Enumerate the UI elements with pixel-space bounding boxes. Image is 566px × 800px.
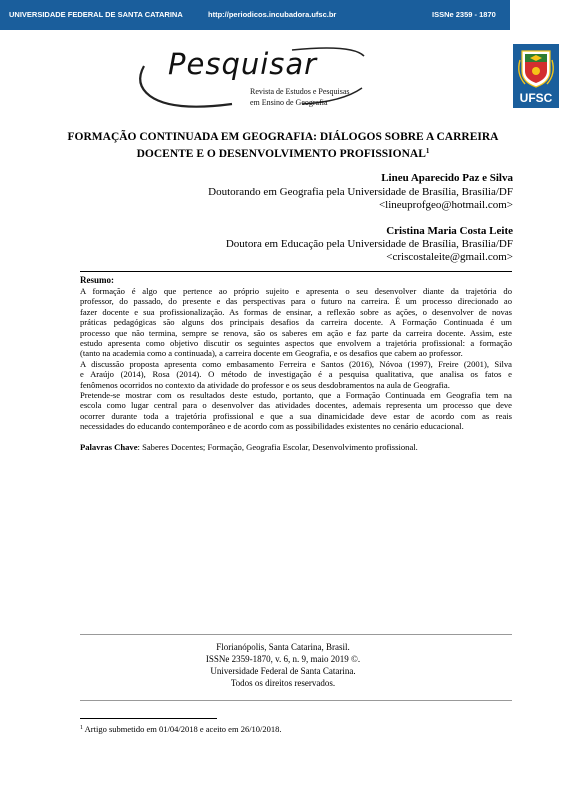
footer-rights: Todos os direitos reservados. (230, 678, 336, 688)
abstract-line: necessidades do educando contemporâneo e de acordo com as possibilidades existentes no cenário educacional. (80, 421, 464, 432)
abstract-line: práticas pedagógicas são alguns dos principais desafios da carreira docente. A Formação Continuada é um (80, 317, 512, 328)
paper-title-line1: FORMAÇÃO CONTINUADA EM GEOGRAFIA: DIÁLOGOS SOBRE A CARREIRA (67, 131, 499, 143)
abstract-line: professor, do passado, do presente e das perspectivas para o futuro na carreira. É um processo direcionado ao (80, 296, 512, 307)
abstract-line: A formação é algo que pertence ao próprio sujeito e apresenta o seu desenvolver diante da trajetória do (80, 286, 512, 296)
journal-header-bar (0, 0, 510, 30)
footer-issn: ISSNe 2359-1870, v. 6, n. 9, maio 2019 ©. (205, 654, 361, 664)
abstract-line: Pretende-se mostrar com os resultados deste estudo, portanto, que a Formação Continuada em Geografia tem na (80, 389, 512, 400)
abstract-line: processo que não termina, sempre se renova, são os saberes em ação e faz parte da carreira docente. Assim, este (80, 327, 512, 338)
footnote-text: Artigo submetido em 01/04/2018 e aceito em 26/10/2018. (83, 724, 282, 734)
journal-logo-title: Pesquisar (168, 47, 318, 81)
abstract-line: escola como lugar central para o desenvolver das atividades docentes, ademais representa um processo que deve (80, 400, 512, 411)
keywords (80, 442, 520, 452)
ufsc-crest-logo (513, 44, 559, 108)
footer-university: Universidade Federal de Santa Catarina. (210, 666, 356, 676)
author-1-email[interactable]: <lineuprofgeo@hotmail.com> (378, 199, 513, 211)
pesquisar-logo (132, 44, 372, 120)
author-1-affiliation: Doutorando em Geografia pela Universidade de Brasília, Brasília/DF (208, 186, 513, 198)
paper-title-line2-text: DOCENTE E O DESENVOLVIMENTO PROFISSIONAL (136, 148, 426, 160)
footer-bottom-rule (80, 700, 512, 701)
abstract-line: fazer docente e sua profissionalização. As formas de ensinar, a reflexão sobre as ações, o desenvolver de novas (80, 306, 512, 317)
journal-subtitle-line1: Revista de Estudos e Pesquisas (250, 87, 350, 96)
footnote (80, 724, 282, 734)
abstract-body (80, 286, 512, 431)
abstract-line: (tanto na academia como a continuada), a carreira docente em Geografia, e os desafios que cabem ao professor. (80, 348, 463, 359)
paper-title-line2 (60, 144, 506, 161)
journal-url-link[interactable]: http://periodicos.incubadora.ufsc.br (208, 10, 337, 19)
abstract-line: fenômenos ocorridos no contexto da atividade do professor e os seus desdobramentos na aula de Geografia. (80, 379, 450, 390)
footnote-rule (80, 718, 217, 719)
abstract-label: Resumo: (80, 275, 114, 285)
abstract-line: A discussão proposta apresenta como embasamento Ferreira e Santos (2016), Nóvoa (1997), Freire (2001), Silva (80, 358, 512, 369)
author-2-affiliation: Doutora em Educação pela Universidade de Brasília, Brasília/DF (225, 238, 513, 250)
footer-location: Florianópolis, Santa Catarina, Brasil. (216, 642, 350, 652)
author-1-name: Lineu Aparecido Paz e Silva (381, 172, 513, 184)
keywords-text: : Saberes Docentes; Formação, Geografia Escolar, Desenvolvimento profissional. (137, 442, 418, 452)
title-footnote-mark[interactable]: 1 (425, 147, 430, 155)
abstract-line: e Araújo (2014), Rosa (2014). O método de investigação é a pesquisa qualitativa, que analisa os fatos e (80, 369, 512, 380)
university-name: UNIVERSIDADE FEDERAL DE SANTA CATARINA (9, 10, 183, 19)
footnote-mark: 1 (80, 725, 83, 731)
author-2-name: Cristina Maria Costa Leite (386, 225, 513, 237)
journal-subtitle-line2: em Ensino de Geografia (250, 98, 328, 107)
keywords-label: Palavras Chave (80, 442, 138, 452)
issn-label: ISSNe 2359 - 1870 (432, 10, 496, 19)
footer-top-rule (80, 634, 512, 635)
ufsc-logo-text: UFSC (519, 91, 553, 105)
abstract-top-rule (80, 271, 512, 272)
abstract-line: estudo apresenta como objetivo discutir os seguintes aspectos que envolvem a trajetória profissional: a formação (80, 337, 512, 348)
abstract-line: ocorrer durante toda a trajetória profissional e que a sua dinamicidade deve estar de acordo com as reais (80, 410, 512, 421)
author-2-email[interactable]: <criscostaleite@gmail.com> (386, 251, 513, 263)
